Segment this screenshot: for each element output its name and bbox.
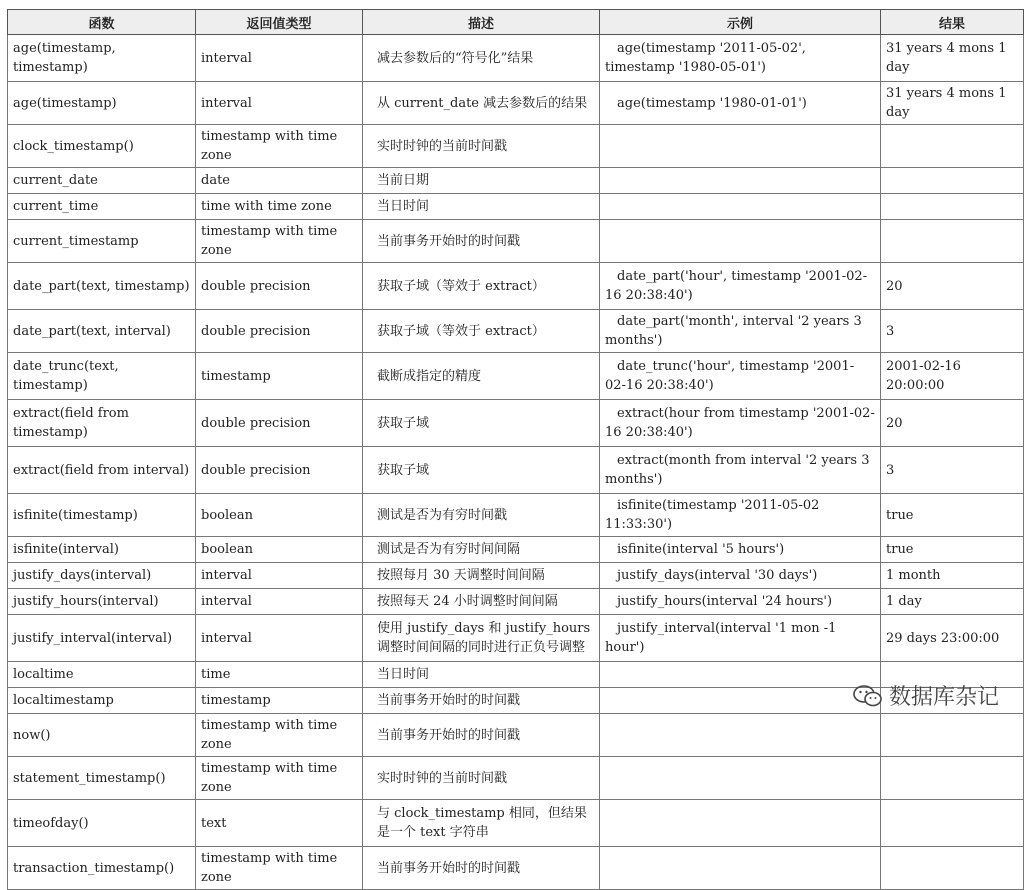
cell-description: 按照每天 24 小时调整时间间隔 [363,589,600,615]
table-row [8,447,1024,494]
watermark [853,680,999,711]
cell-function: date_part(text, timestamp) [8,263,196,310]
cell-description: 获取子域（等效于 extract） [363,310,600,353]
cell-description: 当前事务开始时的时间戳 [363,847,600,890]
cell-result [881,168,1024,194]
cell-return-type: date [196,168,363,194]
cell-function: timeofday() [8,800,196,847]
cell-function: statement_timestamp() [8,757,196,800]
cell-description: 截断成指定的精度 [363,353,600,400]
cell-example: isfinite(interval '5 hours') [600,537,881,563]
table-row [8,82,1024,125]
cell-example: date_trunc('hour', timestamp '2001-02-16 20:38:40') [600,353,881,400]
cell-result: 1 day [881,589,1024,615]
cell-description: 按照每月 30 天调整时间间隔 [363,563,600,589]
cell-return-type: double precision [196,310,363,353]
cell-return-type: time with time zone [196,194,363,220]
table-row [8,353,1024,400]
cell-example [600,847,881,890]
cell-result: true [881,494,1024,537]
cell-function: current_time [8,194,196,220]
cell-description: 当日时间 [363,194,600,220]
table-row [8,310,1024,353]
cell-example: extract(month from interval '2 years 3 months') [600,447,881,494]
cell-example: justify_hours(interval '24 hours') [600,589,881,615]
table-row [8,563,1024,589]
header-result: 结果 [881,10,1024,35]
cell-return-type: interval [196,35,363,82]
header-example: 示例 [600,10,881,35]
cell-return-type: text [196,800,363,847]
cell-result [881,847,1024,890]
cell-description: 当前事务开始时的时间戳 [363,220,600,263]
table-row [8,168,1024,194]
table-row [8,494,1024,537]
cell-example: age(timestamp '1980-01-01') [600,82,881,125]
cell-function: clock_timestamp() [8,125,196,168]
cell-result [881,125,1024,168]
cell-result: 31 years 4 mons 1 day [881,82,1024,125]
header-return-type: 返回值类型 [196,10,363,35]
cell-function: current_timestamp [8,220,196,263]
cell-result [881,800,1024,847]
cell-description: 当日时间 [363,662,600,688]
cell-description: 与 clock_timestamp 相同，但结果是一个 text 字符串 [363,800,600,847]
cell-example [600,125,881,168]
cell-example [600,800,881,847]
cell-description: 获取子域（等效于 extract） [363,263,600,310]
cell-example [600,688,881,714]
table-row [8,263,1024,310]
cell-description: 减去参数后的“符号化”结果 [363,35,600,82]
cell-description: 测试是否为有穷时间戳 [363,494,600,537]
cell-function: date_trunc(text, timestamp) [8,353,196,400]
wechat-icon [853,684,883,708]
table-row [8,125,1024,168]
cell-result: 3 [881,447,1024,494]
cell-description: 实时时钟的当前时间戳 [363,125,600,168]
cell-return-type: double precision [196,447,363,494]
cell-return-type: interval [196,589,363,615]
cell-function: current_date [8,168,196,194]
cell-description: 测试是否为有穷时间间隔 [363,537,600,563]
cell-return-type: double precision [196,400,363,447]
cell-example [600,757,881,800]
header-description: 描述 [363,10,600,35]
cell-result: 3 [881,310,1024,353]
cell-function: isfinite(interval) [8,537,196,563]
table-row [8,589,1024,615]
cell-result: 2001-02-16 20:00:00 [881,353,1024,400]
cell-example [600,714,881,757]
cell-description: 使用 justify_days 和 justify_hours 调整时间间隔的同时进行正负号调整 [363,615,600,662]
cell-function: localtime [8,662,196,688]
cell-function: justify_interval(interval) [8,615,196,662]
cell-function: now() [8,714,196,757]
cell-description: 当前日期 [363,168,600,194]
cell-function: age(timestamp, timestamp) [8,35,196,82]
table-body [8,35,1024,890]
cell-function: age(timestamp) [8,82,196,125]
table-row [8,537,1024,563]
cell-description: 从 current_date 减去参数后的结果 [363,82,600,125]
cell-example: extract(hour from timestamp '2001-02-16 20:38:40') [600,400,881,447]
cell-example [600,220,881,263]
table-row [8,757,1024,800]
table-row [8,615,1024,662]
cell-example [600,168,881,194]
cell-function: justify_days(interval) [8,563,196,589]
table-row [8,194,1024,220]
table-row [8,800,1024,847]
cell-description: 获取子域 [363,400,600,447]
cell-return-type: timestamp with time zone [196,757,363,800]
cell-function: transaction_timestamp() [8,847,196,890]
cell-example [600,194,881,220]
cell-return-type: timestamp with time zone [196,847,363,890]
cell-return-type: interval [196,563,363,589]
cell-description: 实时时钟的当前时间戳 [363,757,600,800]
cell-return-type: timestamp with time zone [196,125,363,168]
cell-function: isfinite(timestamp) [8,494,196,537]
cell-result: true [881,537,1024,563]
cell-result: 20 [881,263,1024,310]
cell-return-type: timestamp with time zone [196,714,363,757]
cell-result [881,757,1024,800]
cell-return-type: interval [196,615,363,662]
cell-return-type: timestamp with time zone [196,220,363,263]
cell-example [600,662,881,688]
cell-result: 29 days 23:00:00 [881,615,1024,662]
cell-return-type: boolean [196,494,363,537]
cell-function: extract(field from timestamp) [8,400,196,447]
table-row [8,714,1024,757]
cell-return-type: interval [196,82,363,125]
table-row [8,220,1024,263]
cell-example: date_part('hour', timestamp '2001-02-16 20:38:40') [600,263,881,310]
cell-result [881,194,1024,220]
cell-result: 1 month [881,563,1024,589]
cell-result: 31 years 4 mons 1 day [881,35,1024,82]
cell-return-type: timestamp [196,688,363,714]
watermark-text: 数据库杂记 [888,685,999,710]
table-row [8,400,1024,447]
cell-function: justify_hours(interval) [8,589,196,615]
table-row [8,35,1024,82]
cell-return-type: boolean [196,537,363,563]
cell-example: age(timestamp '2011-05-02', timestamp '1980-05-01') [600,35,881,82]
cell-function: extract(field from interval) [8,447,196,494]
date-time-functions-table [7,9,1024,890]
cell-function: date_part(text, interval) [8,310,196,353]
cell-example: justify_interval(interval '1 mon -1 hour') [600,615,881,662]
cell-return-type: double precision [196,263,363,310]
header-function: 函数 [8,10,196,35]
cell-description: 当前事务开始时的时间戳 [363,714,600,757]
cell-function: localtimestamp [8,688,196,714]
cell-example: justify_days(interval '30 days') [600,563,881,589]
cell-return-type: time [196,662,363,688]
cell-result [881,714,1024,757]
cell-result [881,220,1024,263]
table-row [8,847,1024,890]
cell-example: isfinite(timestamp '2011-05-02 11:33:30') [600,494,881,537]
cell-example: date_part('month', interval '2 years 3 months') [600,310,881,353]
cell-return-type: timestamp [196,353,363,400]
header-row [8,10,1024,35]
cell-description: 获取子域 [363,447,600,494]
cell-description: 当前事务开始时的时间戳 [363,688,600,714]
cell-result: 20 [881,400,1024,447]
